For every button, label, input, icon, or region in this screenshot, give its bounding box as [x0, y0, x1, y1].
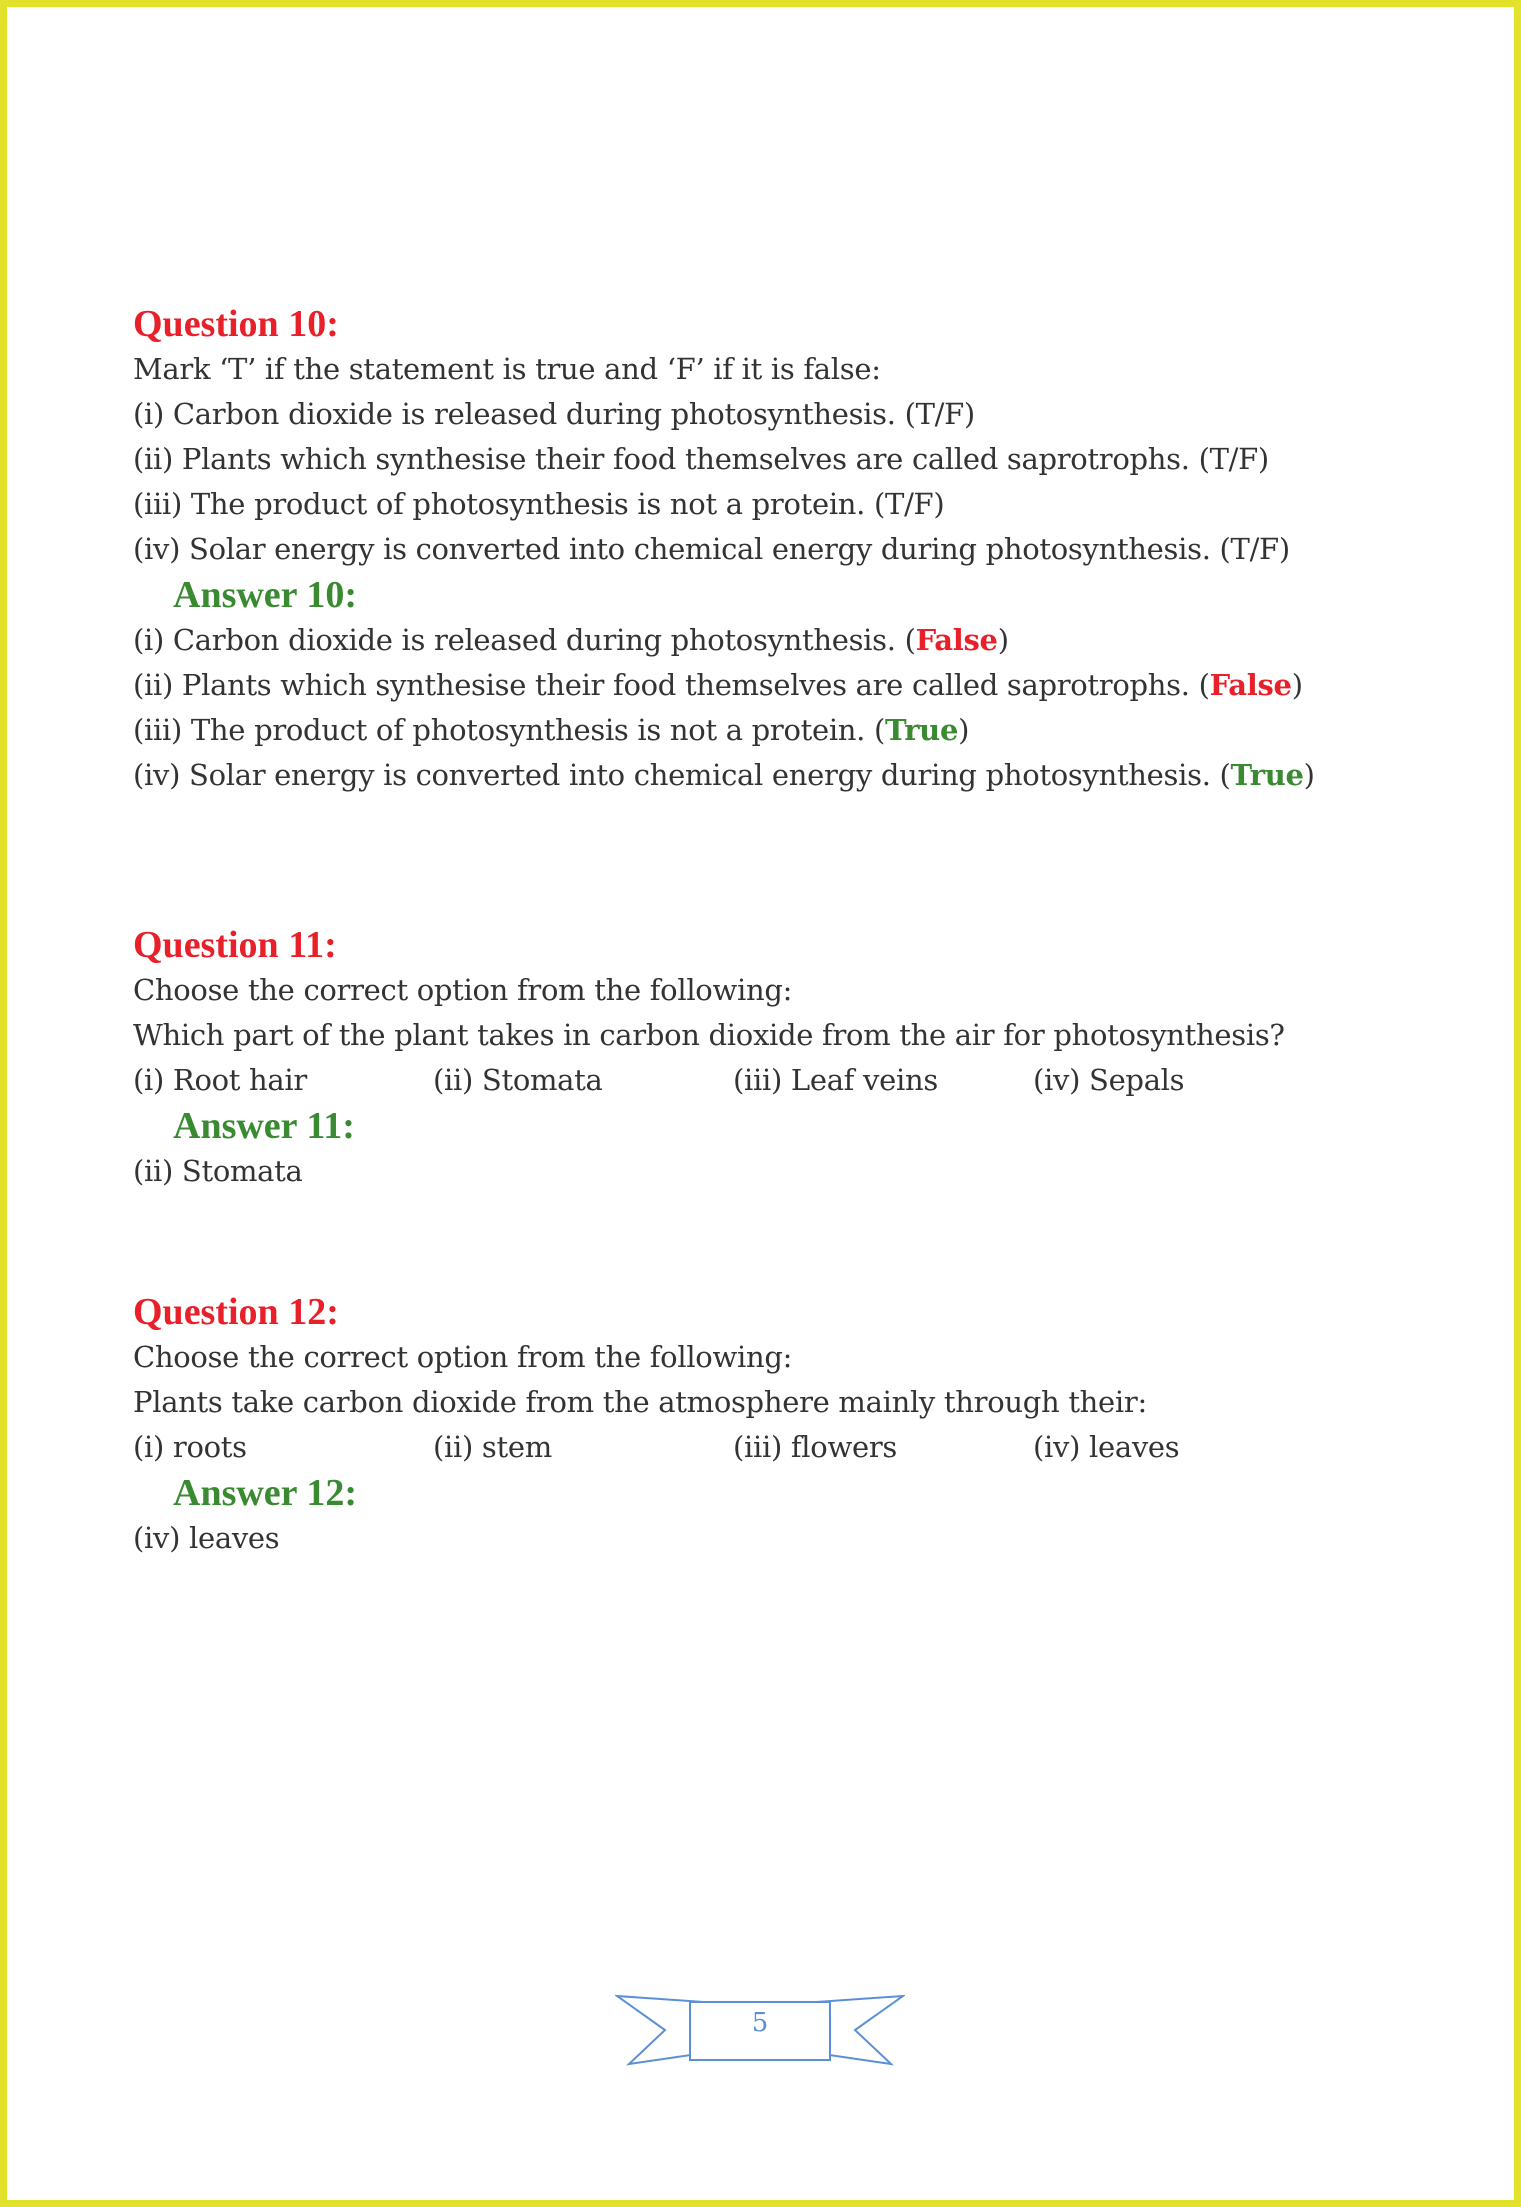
page-number-badge — [615, 1990, 905, 2070]
answer-10-line — [133, 708, 1403, 753]
question-11-heading: Question 11: — [133, 924, 337, 966]
answer-10-line — [133, 618, 1403, 663]
option: (iv) leaves — [1033, 1430, 1180, 1464]
question-11-text: Which part of the plant takes in carbon dioxide from the air for photosynthesis? — [133, 1018, 1285, 1052]
answer-10-line — [133, 753, 1403, 798]
question-11-instruction: Choose the correct option from the following: — [133, 973, 793, 1007]
option: (ii) Stomata — [433, 1063, 603, 1097]
answer-statement: (i) Carbon dioxide is released during photosynthesis. ( — [133, 623, 916, 657]
answer-12-text: (iv) leaves — [133, 1521, 280, 1555]
answer-statement: (ii) Plants which synthesise their food themselves are called saprotrophs. ( — [133, 668, 1210, 702]
question-10-block — [133, 301, 1403, 798]
question-10-prompt: Mark ‘T’ if the statement is true and ‘F’ if it is false: — [133, 352, 881, 386]
answer-close: ) — [997, 623, 1009, 657]
question-12-instruction: Choose the correct option from the following: — [133, 1340, 793, 1374]
option: (i) Root hair — [133, 1063, 307, 1097]
answer-value-true: True — [885, 713, 959, 747]
question-10-heading: Question 10: — [133, 303, 339, 345]
option: (iii) flowers — [733, 1430, 897, 1464]
option: (iv) Sepals — [1033, 1063, 1185, 1097]
answer-11-heading: Answer 11: — [173, 1105, 355, 1147]
question-11-options — [133, 1058, 1403, 1103]
answer-value-false: False — [915, 623, 998, 657]
answer-value-false: False — [1209, 668, 1292, 702]
question-11-block — [133, 922, 1403, 1194]
question-12-block — [133, 1289, 1403, 1561]
question-10-statement: (iii) The product of photosynthesis is not a protein. (T/F) — [133, 487, 945, 521]
question-10-statement: (i) Carbon dioxide is released during photosynthesis. (T/F) — [133, 397, 975, 431]
answer-statement: (iv) Solar energy is converted into chemical energy during photosynthesis. ( — [133, 758, 1231, 792]
answer-11-text: (ii) Stomata — [133, 1154, 303, 1188]
answer-10-heading: Answer 10: — [173, 574, 358, 616]
answer-close: ) — [958, 713, 970, 747]
question-12-text: Plants take carbon dioxide from the atmosphere mainly through their: — [133, 1385, 1147, 1419]
page-number: 5 — [751, 2008, 769, 2038]
answer-value-true: True — [1230, 758, 1304, 792]
answer-10-line — [133, 663, 1403, 708]
question-12-options — [133, 1425, 1403, 1470]
question-10-statement: (ii) Plants which synthesise their food themselves are called saprotrophs. (T/F) — [133, 442, 1269, 476]
option: (i) roots — [133, 1430, 247, 1464]
option: (iii) Leaf veins — [733, 1063, 938, 1097]
answer-close: ) — [1303, 758, 1315, 792]
question-10-statement: (iv) Solar energy is converted into chemical energy during photosynthesis. (T/F) — [133, 532, 1290, 566]
question-12-heading: Question 12: — [133, 1291, 339, 1333]
option: (ii) stem — [433, 1430, 552, 1464]
answer-12-heading: Answer 12: — [173, 1472, 358, 1514]
answer-close: ) — [1291, 668, 1303, 702]
answer-statement: (iii) The product of photosynthesis is not a protein. ( — [133, 713, 886, 747]
